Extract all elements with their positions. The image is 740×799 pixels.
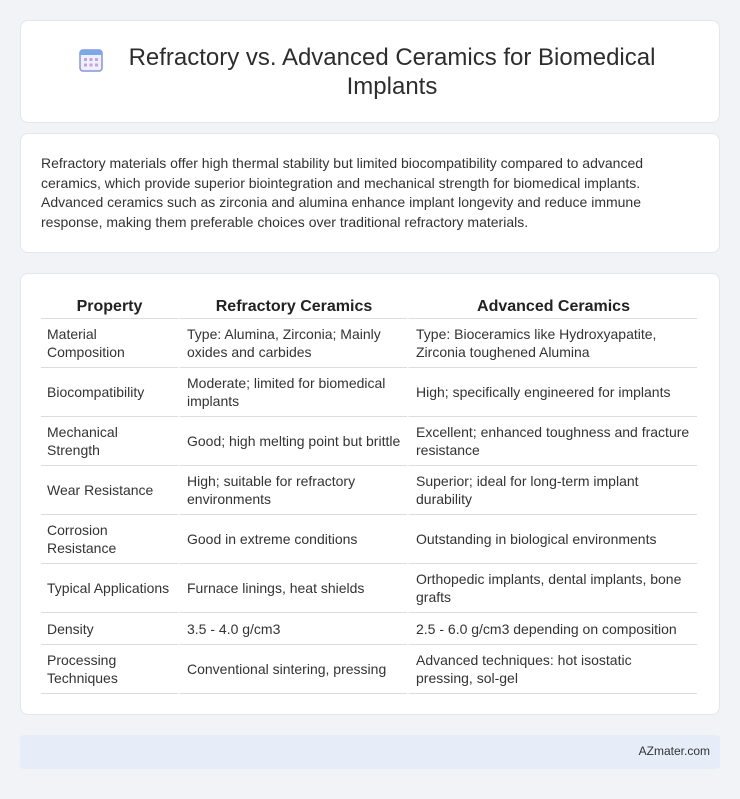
table-row [41,319,697,368]
header-refractory: Refractory Ceramics [178,292,407,319]
row-refractory: Conventional sintering, pressing [178,645,407,694]
header-property: Property [41,292,178,319]
row-refractory: Moderate; limited for biomedical implants [178,368,407,417]
row-refractory: Furnace linings, heat shields [178,564,407,613]
table-row [41,515,697,564]
row-property: Processing Techniques [41,645,178,694]
title-wrap [78,43,662,101]
row-property: Typical Applications [41,564,178,613]
summary-card [20,133,720,253]
table-header-row [41,292,697,319]
row-property: Wear Resistance [41,466,178,515]
row-advanced: Outstanding in biological environments [407,515,697,564]
table-row [41,417,697,466]
header-advanced: Advanced Ceramics [407,292,697,319]
table-row [41,368,697,417]
table-row [41,613,697,645]
footer-site-link[interactable]: AZmater.com [638,744,710,758]
row-advanced: 2.5 - 6.0 g/cm3 depending on composition [407,613,697,645]
comparison-table [41,292,697,694]
table-row [41,466,697,515]
summary-text: Refractory materials offer high thermal stability but limited biocompatibility compared to advanced ceramics, which provide superior biointegration and mechanical strength for biomedical implants. Advanced ceramics such as zirconia and alumina enhance implant longevity and reduce immune response, making them preferable choices over traditional refractory materials. [41,155,644,230]
table-row [41,645,697,694]
title-card [20,20,720,123]
row-refractory: 3.5 - 4.0 g/cm3 [178,613,407,645]
comparison-table-card [20,273,720,715]
row-refractory: High; suitable for refractory environments [178,466,407,515]
row-advanced: Orthopedic implants, dental implants, bone grafts [407,564,697,613]
row-property: Material Composition [41,319,178,368]
row-advanced: High; specifically engineered for implants [407,368,697,417]
row-property: Biocompatibility [41,368,178,417]
row-property: Corrosion Resistance [41,515,178,564]
row-advanced: Excellent; enhanced toughness and fracture resistance [407,417,697,466]
row-refractory: Type: Alumina, Zirconia; Mainly oxides and carbides [178,319,407,368]
row-advanced: Superior; ideal for long-term implant durability [407,466,697,515]
row-refractory: Good in extreme conditions [178,515,407,564]
row-advanced: Type: Bioceramics like Hydroxyapatite, Zirconia toughened Alumina [407,319,697,368]
footer-bar [20,735,720,769]
row-property: Density [41,613,178,645]
calendar-grid-icon [78,47,104,73]
row-refractory: Good; high melting point but brittle [178,417,407,466]
row-property: Mechanical Strength [41,417,178,466]
table-row [41,564,697,613]
row-advanced: Advanced techniques: hot isostatic pressing, sol-gel [407,645,697,694]
page-title: Refractory vs. Advanced Ceramics for Biomedical Implants [128,43,656,100]
